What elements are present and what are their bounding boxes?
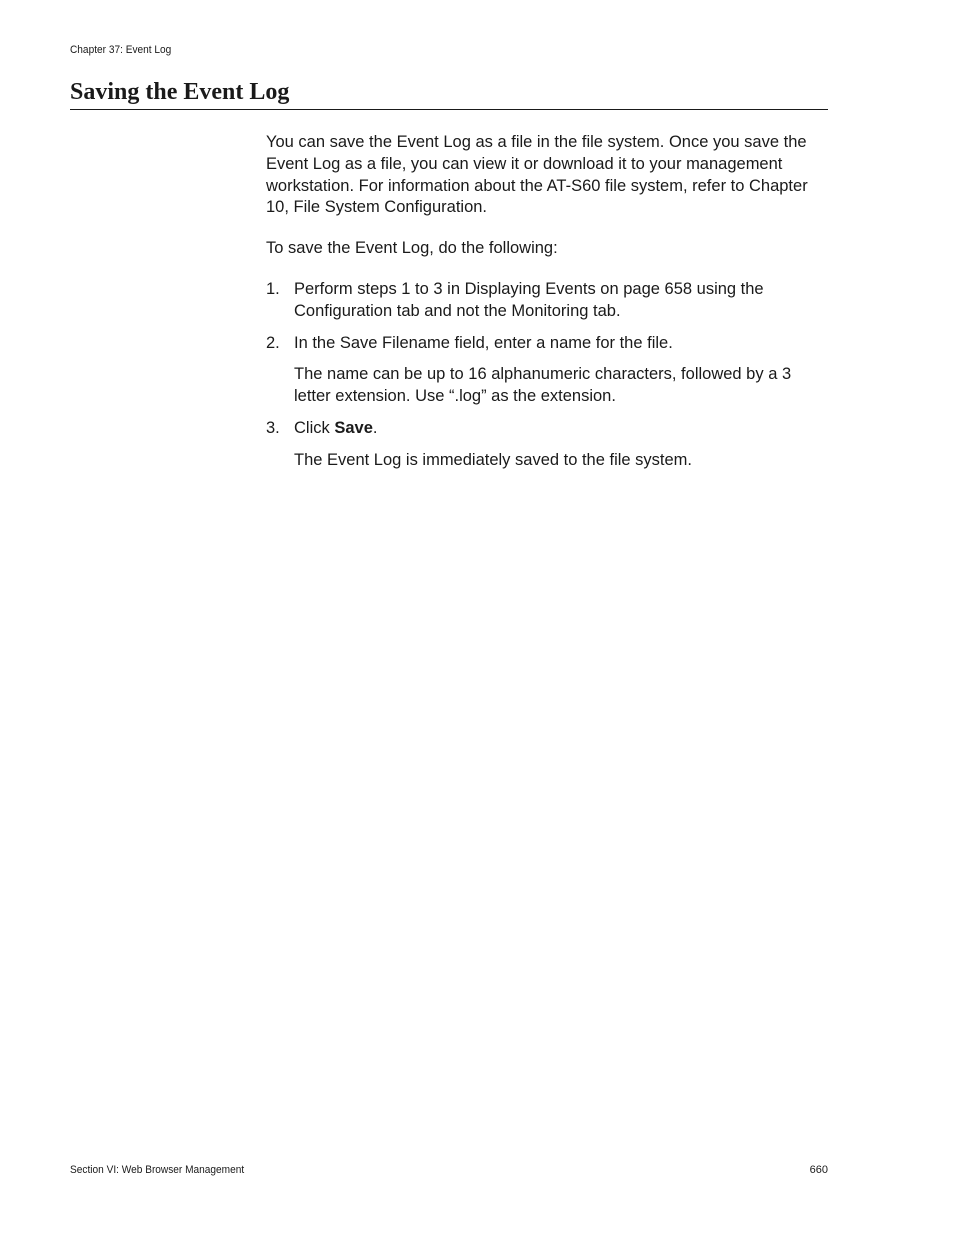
step-note: The Event Log is immediately saved to the file system. bbox=[294, 450, 693, 469]
running-footer-section: Section VI: Web Browser Management bbox=[70, 1164, 245, 1176]
section-title: Saving the Event Log bbox=[70, 79, 290, 105]
step-text bbox=[294, 418, 828, 440]
step-note: The name can be up to 16 alphanumeric characters, followed by a 3 letter extension. Use “.log” as the extension. bbox=[294, 365, 792, 406]
step-3 bbox=[266, 418, 828, 472]
step-text: In the Save Filename field, enter a name for the file. bbox=[294, 333, 673, 352]
save-label: Save bbox=[334, 418, 373, 437]
step-text-prefix: Click bbox=[294, 418, 335, 437]
step-1 bbox=[266, 279, 828, 323]
step-text-suffix: . bbox=[372, 418, 378, 437]
step-number: 2. bbox=[266, 333, 280, 352]
page-number: 660 bbox=[809, 1164, 828, 1176]
step-2 bbox=[266, 333, 828, 408]
step-text: Perform steps 1 to 3 in Displaying Events on page 658 using the Configuration tab and not the Monitoring tab. bbox=[294, 279, 764, 320]
body-content bbox=[266, 132, 828, 482]
procedure-lead: To save the Event Log, do the following: bbox=[266, 239, 558, 258]
intro-paragraph: You can save the Event Log as a file in the file system. Once you save the Event Log as a file, you can view it or download it to your management workstation. For information about the AT-S60 file system, refer to Chapter 10, File System Configuration. bbox=[266, 133, 808, 217]
step-number: 3. bbox=[266, 418, 280, 437]
step-number: 1. bbox=[266, 279, 280, 298]
running-header: Chapter 37: Event Log bbox=[70, 44, 172, 56]
title-rule bbox=[70, 109, 828, 110]
procedure-steps bbox=[266, 279, 828, 472]
